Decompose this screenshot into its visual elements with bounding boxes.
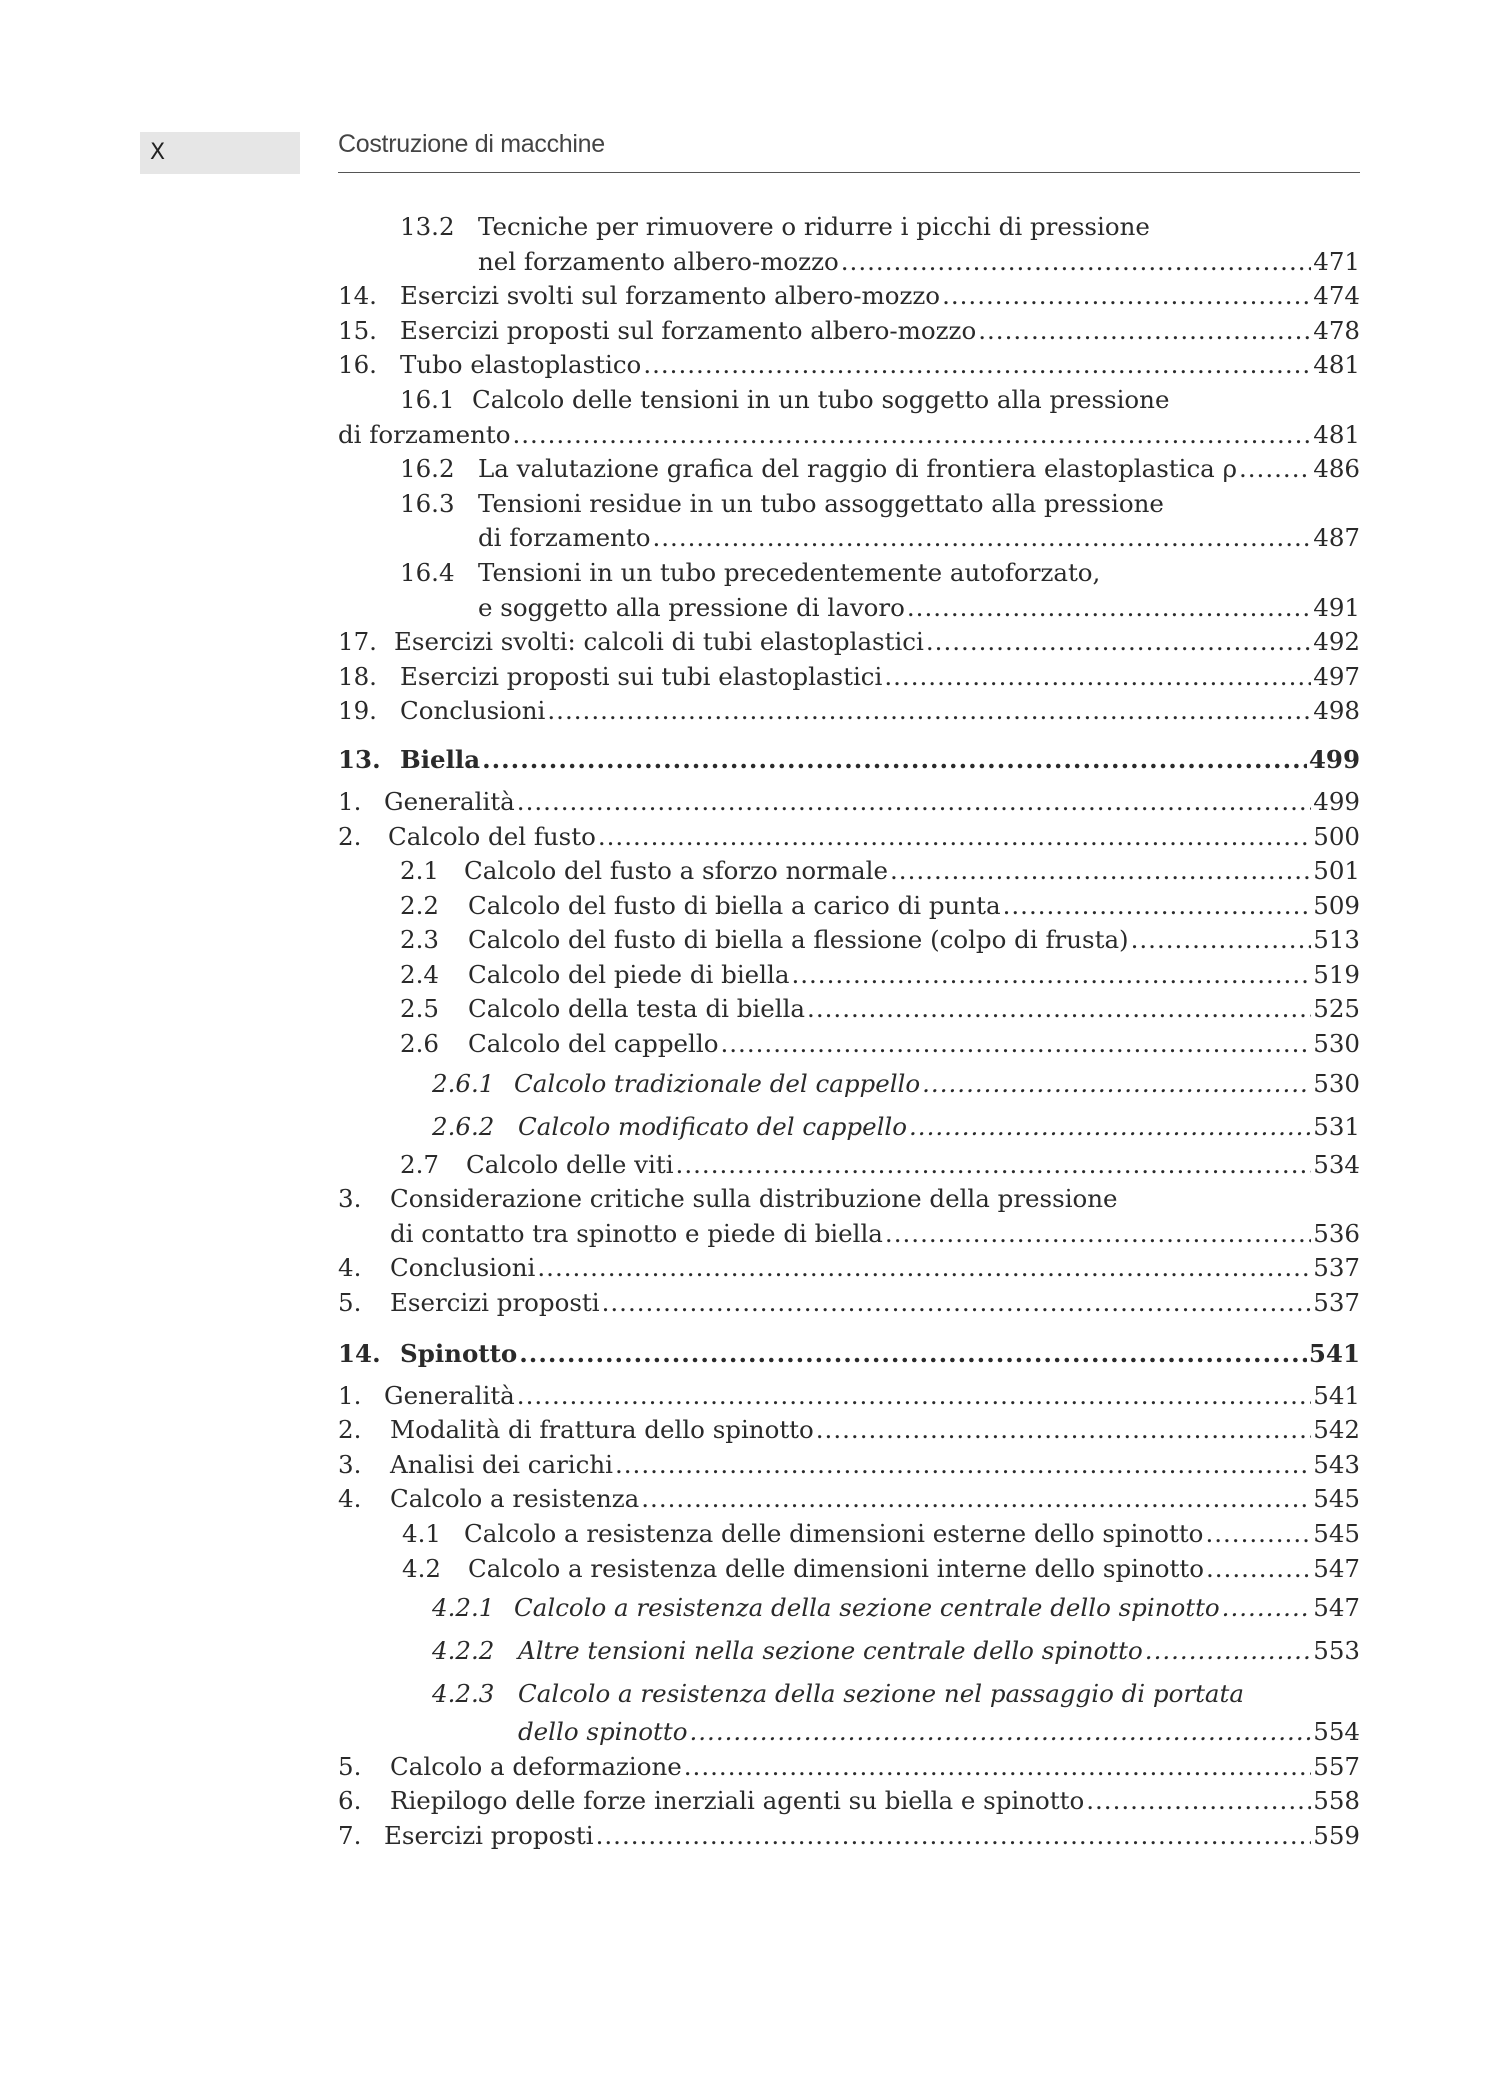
toc-entry-page: 519 xyxy=(1313,959,1360,989)
toc-entry xyxy=(338,820,1360,855)
dot-leader xyxy=(1145,1629,1311,1672)
toc-entry-number: 2. xyxy=(338,821,362,851)
dot-leader xyxy=(942,279,1311,314)
toc-entry-number: 4.2.3 xyxy=(432,1679,495,1709)
toc-entry-number: 5. xyxy=(338,1288,362,1318)
toc-entry-page: 537 xyxy=(1313,1253,1360,1283)
toc-entry-number: 2.1 xyxy=(400,856,439,886)
toc-entry-title: Esercizi proposti sul forzamento albero-mozzo xyxy=(400,315,977,345)
toc-entry-page: 554 xyxy=(1313,1717,1360,1747)
dot-leader xyxy=(807,992,1311,1027)
toc-entry xyxy=(338,245,1360,280)
toc-chapter-number: 13. xyxy=(338,744,381,774)
toc-entry-title: di forzamento xyxy=(338,419,511,449)
toc-entry-page: 553 xyxy=(1313,1636,1360,1666)
toc-entry-title: Calcolo del piede di biella xyxy=(468,959,790,989)
dot-leader xyxy=(907,591,1311,626)
toc-entry-number: 13.2 xyxy=(400,212,455,241)
toc-entry-page: 525 xyxy=(1313,994,1360,1024)
toc-entry xyxy=(338,1784,1360,1819)
toc-entry xyxy=(338,1715,1360,1750)
toc-entry-title: Calcolo modificato del cappello xyxy=(518,1111,908,1141)
toc-entry-number: 4. xyxy=(338,1484,362,1514)
dot-leader xyxy=(643,348,1311,383)
dot-leader xyxy=(791,958,1311,993)
toc-entry-title: e soggetto alla pressione di lavoro xyxy=(478,592,905,622)
toc-entry-number: 1. xyxy=(338,1380,362,1410)
page-number: X xyxy=(150,140,166,165)
toc-entry-number: 17. xyxy=(338,627,377,657)
toc-entry-number: 2.2 xyxy=(400,890,439,920)
toc-entry-page: 541 xyxy=(1313,1380,1360,1410)
toc-entry xyxy=(338,418,1360,453)
toc-entry-page: 545 xyxy=(1313,1519,1360,1548)
toc-entry xyxy=(338,521,1360,556)
toc-entry-title: Calcolo del fusto di biella a flessione (colpo di frusta) xyxy=(468,925,1129,955)
toc-entry-title: Calcolo a resistenza della sezione centrale dello spinotto xyxy=(514,1593,1220,1623)
dot-leader xyxy=(890,854,1311,889)
toc-entry-page: 499 xyxy=(1313,786,1360,816)
toc-entry xyxy=(338,314,1360,349)
toc-entry-title: Tensioni in un tubo precedentemente autoforzato, xyxy=(478,557,1101,587)
toc-entry-title: Calcolo del cappello xyxy=(468,1029,719,1059)
toc-entry-title: Calcolo a resistenza delle dimensioni esterne dello spinotto xyxy=(464,1519,1204,1548)
toc-entry xyxy=(338,591,1360,626)
toc-entry-page: 497 xyxy=(1313,661,1360,691)
dot-leader xyxy=(909,1105,1311,1148)
toc-entry-number: 3. xyxy=(338,1449,362,1479)
dot-leader xyxy=(596,1819,1312,1854)
dot-leader xyxy=(537,1251,1311,1286)
toc-entry xyxy=(338,1251,1360,1286)
toc-entry xyxy=(338,348,1360,383)
toc-entry-title: Riepilogo delle forze inerziali agenti su biella e spinotto xyxy=(390,1786,1085,1816)
dot-leader xyxy=(598,820,1311,855)
toc-entry-title: Calcolo a resistenza della sezione nel passaggio di portata xyxy=(518,1679,1244,1709)
toc-entry-title: nel forzamento albero-mozzo xyxy=(478,246,839,276)
toc-entry-title: Generalità xyxy=(384,786,515,816)
toc-entry xyxy=(338,1517,1360,1552)
toc-entry-title: Modalità di frattura dello spinotto xyxy=(390,1415,814,1445)
toc-entry-number: 7. xyxy=(338,1820,362,1850)
toc-entry-page: 530 xyxy=(1313,1029,1360,1059)
toc-entry xyxy=(338,1819,1360,1854)
dot-leader xyxy=(676,1148,1312,1183)
toc-entry-number: 2.7 xyxy=(400,1149,439,1179)
toc-entry-title: Calcolo delle tensioni in un tubo soggetto alla pressione xyxy=(472,384,1170,414)
toc-entry-page: 498 xyxy=(1313,696,1360,726)
toc-entry-page: 500 xyxy=(1313,821,1360,851)
toc-entry-page: 559 xyxy=(1313,1820,1360,1850)
dot-leader xyxy=(922,1062,1311,1105)
toc-entry-number: 16. xyxy=(338,350,377,380)
toc-entry-page: 492 xyxy=(1313,627,1360,657)
toc-entry-number: 4. xyxy=(338,1253,362,1283)
dot-leader xyxy=(482,735,1307,785)
toc-entry-title: Considerazione critiche sulla distribuzione della pressione xyxy=(390,1184,1118,1214)
toc-entry xyxy=(338,1482,1360,1517)
toc-entry-number: 4.2.1 xyxy=(432,1593,495,1623)
dot-leader xyxy=(926,625,1311,660)
toc-entry-title: Calcolo a deformazione xyxy=(390,1751,682,1781)
toc-entry-title: Esercizi svolti: calcoli di tubi elastoplastici xyxy=(394,627,924,657)
toc-entry-title: Calcolo della testa di biella xyxy=(468,994,806,1024)
dot-leader xyxy=(1222,1586,1312,1629)
toc-entry-title: Calcolo a resistenza delle dimensioni interne dello spinotto xyxy=(468,1553,1204,1583)
toc-entry-number: 4.1 xyxy=(402,1519,441,1548)
dot-leader xyxy=(517,785,1311,820)
toc-entry-title: Calcolo tradizionale del cappello xyxy=(514,1068,921,1098)
dot-leader xyxy=(1086,1784,1311,1819)
toc-entry-title: Calcolo del fusto xyxy=(388,821,596,851)
toc-entry xyxy=(338,625,1360,660)
dot-leader xyxy=(1206,1552,1311,1587)
dot-leader xyxy=(652,521,1311,556)
toc-entry-number: 2.6 xyxy=(400,1029,439,1059)
toc-chapter-number: 14. xyxy=(338,1338,381,1368)
toc-entry xyxy=(338,1413,1360,1448)
toc-entry-page: 478 xyxy=(1313,315,1360,345)
dot-leader xyxy=(689,1715,1311,1750)
dot-leader xyxy=(978,314,1311,349)
toc-entry-page: 547 xyxy=(1313,1593,1360,1623)
toc-entry-title: Analisi dei carichi xyxy=(390,1449,613,1479)
toc-entry-number: 2. xyxy=(338,1415,362,1445)
toc-entry-number: 6. xyxy=(338,1786,362,1816)
dot-leader xyxy=(884,660,1311,695)
toc-entry xyxy=(338,854,1360,889)
toc-entry-page: 509 xyxy=(1313,890,1360,920)
toc-entry xyxy=(338,1062,1360,1105)
toc-entry-number: 16.2 xyxy=(400,454,455,484)
header-rule xyxy=(338,172,1360,173)
toc-entry-title: Tecniche per rimuovere o ridurre i picchi di pressione xyxy=(478,212,1150,241)
dot-leader xyxy=(1131,923,1312,958)
toc-entry xyxy=(338,1672,1360,1715)
toc-entry xyxy=(338,992,1360,1027)
toc-entry-title: Esercizi proposti xyxy=(384,1820,594,1850)
toc-entry xyxy=(338,660,1360,695)
toc-entry-number: 1. xyxy=(338,786,362,816)
toc-entry-page: 543 xyxy=(1313,1449,1360,1479)
toc-entry-page: 486 xyxy=(1313,454,1360,484)
dot-leader xyxy=(841,245,1311,280)
toc-entry xyxy=(338,1105,1360,1148)
dot-leader xyxy=(512,418,1311,453)
toc-entry-title: Generalità xyxy=(384,1380,515,1410)
toc-entry-number: 2.4 xyxy=(400,959,439,989)
toc-entry-page: 471 xyxy=(1313,246,1360,276)
toc-entry-title: dello spinotto xyxy=(518,1717,688,1747)
toc-entry xyxy=(338,556,1360,591)
toc-entry-title: Calcolo del fusto di biella a carico di punta xyxy=(468,890,1001,920)
toc-entry xyxy=(338,889,1360,924)
toc-entry xyxy=(338,1586,1360,1629)
toc-entry-page: 557 xyxy=(1313,1751,1360,1781)
toc-entry xyxy=(338,1027,1360,1062)
toc-entry-page: 536 xyxy=(1313,1218,1360,1248)
toc-entry-page: 534 xyxy=(1313,1149,1360,1179)
toc-entry xyxy=(338,1750,1360,1785)
dot-leader xyxy=(684,1750,1311,1785)
toc-entry-title: di contatto tra spinotto e piede di biella xyxy=(390,1218,883,1248)
toc-entry xyxy=(338,452,1360,487)
toc-entry xyxy=(338,785,1360,820)
toc-entry xyxy=(338,487,1360,522)
toc-entry-page: 481 xyxy=(1313,350,1360,380)
toc-entry-title: Tensioni residue in un tubo assoggettato alla pressione xyxy=(478,488,1164,518)
toc-entry-number: 4.2 xyxy=(402,1553,441,1583)
toc-entry-number: 15. xyxy=(338,315,377,345)
toc-entry-page: 531 xyxy=(1313,1111,1360,1141)
toc-entry-page: 545 xyxy=(1313,1484,1360,1514)
toc-entry-title: Calcolo a resistenza xyxy=(390,1484,640,1514)
toc-entry-page: 513 xyxy=(1313,925,1360,955)
toc-entry-page: 474 xyxy=(1313,281,1360,311)
toc-entry-page: 491 xyxy=(1313,592,1360,622)
toc-entry xyxy=(338,1182,1360,1217)
toc-chapter xyxy=(338,1329,1360,1379)
dot-leader xyxy=(1003,889,1312,924)
toc-entry xyxy=(338,1629,1360,1672)
toc-entry xyxy=(338,1217,1360,1252)
toc-entry-number: 2.5 xyxy=(400,994,439,1024)
dot-leader xyxy=(1239,452,1311,487)
toc-entry-number: 2.6.1 xyxy=(432,1068,495,1098)
toc-entry-title: Esercizi svolti sul forzamento albero-mozzo xyxy=(400,281,941,311)
toc-entry xyxy=(338,923,1360,958)
toc-chapter xyxy=(338,735,1360,785)
toc-entry-number: 4.2.2 xyxy=(432,1636,495,1666)
toc-entry-page: 542 xyxy=(1313,1415,1360,1445)
toc-chapter-title: Spinotto xyxy=(400,1338,518,1368)
toc-entry-page: 530 xyxy=(1313,1068,1360,1098)
dot-leader xyxy=(615,1448,1311,1483)
dot-leader xyxy=(517,1379,1311,1414)
toc-entry-number: 18. xyxy=(338,661,377,691)
toc-entry xyxy=(338,1552,1360,1587)
toc-entry-title: La valutazione grafica del raggio di frontiera elastoplastica ρ xyxy=(478,454,1237,484)
dot-leader xyxy=(816,1413,1311,1448)
toc-entry xyxy=(338,210,1360,245)
toc-entry-number: 2.6.2 xyxy=(432,1111,495,1141)
toc-entry xyxy=(338,1286,1360,1321)
toc-entry-page: 481 xyxy=(1313,419,1360,449)
toc-entry xyxy=(338,694,1360,729)
toc-chapter-page: 499 xyxy=(1308,744,1360,774)
toc-entry-title: di forzamento xyxy=(478,523,651,553)
toc-entry-page: 558 xyxy=(1313,1786,1360,1816)
toc-entry-number: 14. xyxy=(338,281,377,311)
toc-entry xyxy=(338,1379,1360,1414)
toc-entry-number: 16.3 xyxy=(400,488,455,518)
toc-entry-title: Conclusioni xyxy=(400,696,546,726)
toc-entry-title: Conclusioni xyxy=(390,1253,536,1283)
table-of-contents xyxy=(338,210,1360,1854)
toc-entry-title: Esercizi proposti xyxy=(390,1288,600,1318)
toc-entry-title: Esercizi proposti sui tubi elastoplastici xyxy=(400,661,883,691)
toc-entry-page: 487 xyxy=(1313,523,1360,553)
toc-entry-page: 547 xyxy=(1313,1553,1360,1583)
dot-leader xyxy=(885,1217,1311,1252)
toc-entry-title: Tubo elastoplastico xyxy=(400,350,642,380)
toc-chapter-page: 541 xyxy=(1308,1338,1360,1368)
toc-entry-number: 2.3 xyxy=(400,925,439,955)
toc-entry xyxy=(338,279,1360,314)
dot-leader xyxy=(519,1329,1307,1379)
toc-chapter-title: Biella xyxy=(400,744,481,774)
toc-entry xyxy=(338,1448,1360,1483)
toc-entry-number: 3. xyxy=(338,1184,362,1214)
toc-entry-page: 537 xyxy=(1313,1288,1360,1318)
toc-entry-number: 19. xyxy=(338,696,377,726)
toc-entry-page: 501 xyxy=(1313,856,1360,886)
toc-entry-title: Altre tensioni nella sezione centrale dello spinotto xyxy=(518,1636,1143,1666)
toc-entry xyxy=(338,958,1360,993)
dot-leader xyxy=(641,1482,1311,1517)
running-title: Costruzione di macchine xyxy=(338,130,605,158)
toc-entry xyxy=(338,383,1360,418)
toc-entry-number: 16.4 xyxy=(400,557,455,587)
dot-leader xyxy=(602,1286,1312,1321)
dot-leader xyxy=(547,694,1311,729)
toc-entry-title: Calcolo del fusto a sforzo normale xyxy=(464,856,889,886)
toc-entry xyxy=(338,1148,1360,1183)
toc-entry-number: 5. xyxy=(338,1751,362,1781)
dot-leader xyxy=(1205,1517,1311,1552)
dot-leader xyxy=(720,1027,1311,1062)
toc-entry-title: Calcolo delle viti xyxy=(466,1149,674,1179)
toc-entry-number: 16.1 xyxy=(400,384,455,414)
